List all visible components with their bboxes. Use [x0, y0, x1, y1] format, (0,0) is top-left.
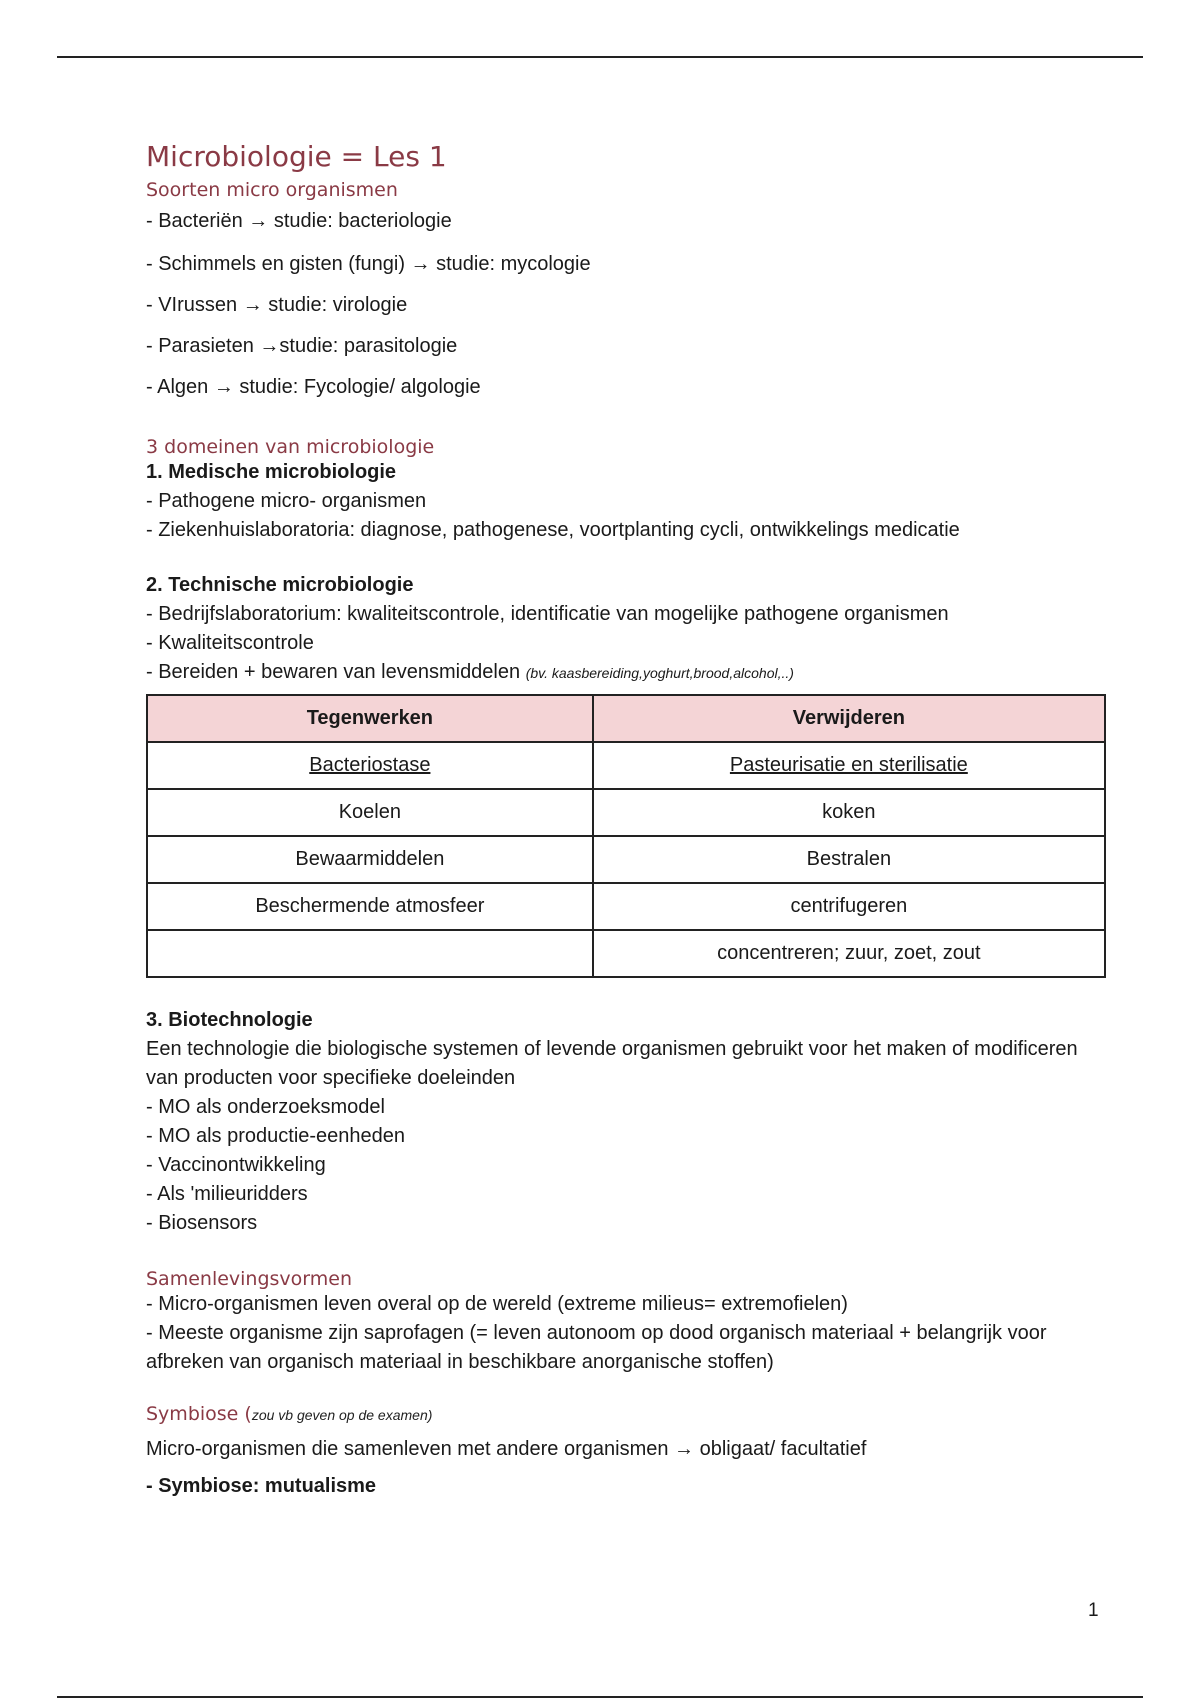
biotech-title: 3. Biotechnologie	[146, 1009, 313, 1031]
table-row	[147, 883, 1105, 930]
symbiose-heading-note: zou vb geven op de examen)	[251, 1407, 433, 1423]
table-header-verwijderen: Verwijderen	[593, 695, 1105, 742]
table-cell	[147, 930, 593, 977]
list-item: - Algen → studie: Fycologie/ algologie	[146, 376, 481, 398]
table-cell	[593, 742, 1105, 789]
footer-rule	[57, 1696, 1143, 1698]
list-item: - Bacteriën → studie: bacteriologie	[146, 210, 452, 232]
list-item: - Kwaliteitscontrole	[146, 632, 314, 654]
list-item: - Micro-organismen leven overal op de wereld (extreme milieus= extremofielen)	[146, 1293, 848, 1315]
section-heading-domeinen: 3 domeinen van microbiologie	[146, 436, 435, 458]
page-number: 1	[1088, 1600, 1099, 1621]
preservation-table	[146, 694, 1106, 978]
list-item: - Bedrijfslaboratorium: kwaliteitscontrole, identificatie van mogelijke pathogene organismen	[146, 603, 949, 625]
cell-text: Bacteriostase	[309, 754, 431, 776]
table-row	[147, 789, 1105, 836]
table-cell: Beschermende atmosfeer	[147, 883, 593, 930]
list-item: - Biosensors	[146, 1212, 258, 1234]
list-item: - MO als productie-eenheden	[146, 1125, 406, 1147]
table-cell	[147, 742, 593, 789]
list-item: - Parasieten →studie: parasitologie	[146, 335, 458, 357]
table-cell: Bewaarmiddelen	[147, 836, 593, 883]
list-item: - Meeste organisme zijn saprofagen (= leven autonoom op dood organisch materiaal + belangrijk voor afbreken van organisch materiaal in beschikbare anorganische stoffen)	[146, 1322, 1047, 1373]
document-page	[146, 140, 1106, 1501]
section-heading-symbiose	[146, 1403, 1106, 1425]
table-cell: centrifugeren	[593, 883, 1105, 930]
list-item: - MO als onderzoeksmodel	[146, 1096, 385, 1118]
list-item: - Pathogene micro- organismen	[146, 490, 427, 512]
section-heading-soorten: Soorten micro organismen	[146, 179, 398, 201]
organism-list	[146, 207, 1106, 402]
table-cell: Bestralen	[593, 836, 1105, 883]
page-title: Microbiologie = Les 1	[146, 140, 447, 173]
table-row	[147, 742, 1105, 789]
cell-text: Pasteurisatie en sterilisatie	[729, 754, 968, 776]
section-heading-samenleving: Samenlevingsvormen	[146, 1268, 353, 1290]
list-item: - Schimmels en gisten (fungi) → studie: mycologie	[146, 253, 591, 275]
symbiose-bold-line: - Symbiose: mutualisme	[146, 1475, 377, 1497]
table-header-tegenwerken: Tegenwerken	[147, 695, 593, 742]
table-cell: koken	[593, 789, 1105, 836]
symbiose-line: Micro-organismen die samenleven met andere organismen → obligaat/ facultatief	[146, 1438, 867, 1460]
table-header-row	[147, 695, 1105, 742]
table-cell: Koelen	[147, 789, 593, 836]
list-item	[146, 658, 1106, 688]
list-item-text: - Bereiden + bewaren van levensmiddelen	[146, 661, 521, 683]
table-row	[147, 930, 1105, 977]
list-item: - Vaccinontwikkeling	[146, 1154, 326, 1176]
medical-title: 1. Medische microbiologie	[146, 461, 397, 483]
symbiose-heading-text: Symbiose (	[146, 1403, 252, 1425]
table-row	[147, 836, 1105, 883]
biotech-description: Een technologie die biologische systemen of levende organismen gebruikt voor het maken of modificeren van producten voor specifieke doeleinden	[146, 1038, 1078, 1089]
list-item: - Als 'milieuridders	[146, 1183, 308, 1205]
list-item: - VIrussen → studie: virologie	[146, 294, 408, 316]
list-item-note: (bv. kaasbereiding,yoghurt,brood,alcohol,..)	[525, 665, 794, 681]
technical-title: 2. Technische microbiologie	[146, 574, 414, 596]
table-cell: concentreren; zuur, zoet, zout	[593, 930, 1105, 977]
header-rule	[57, 56, 1143, 58]
list-item: - Ziekenhuislaboratoria: diagnose, pathogenese, voortplanting cycli, ontwikkelings medicatie	[146, 519, 960, 541]
